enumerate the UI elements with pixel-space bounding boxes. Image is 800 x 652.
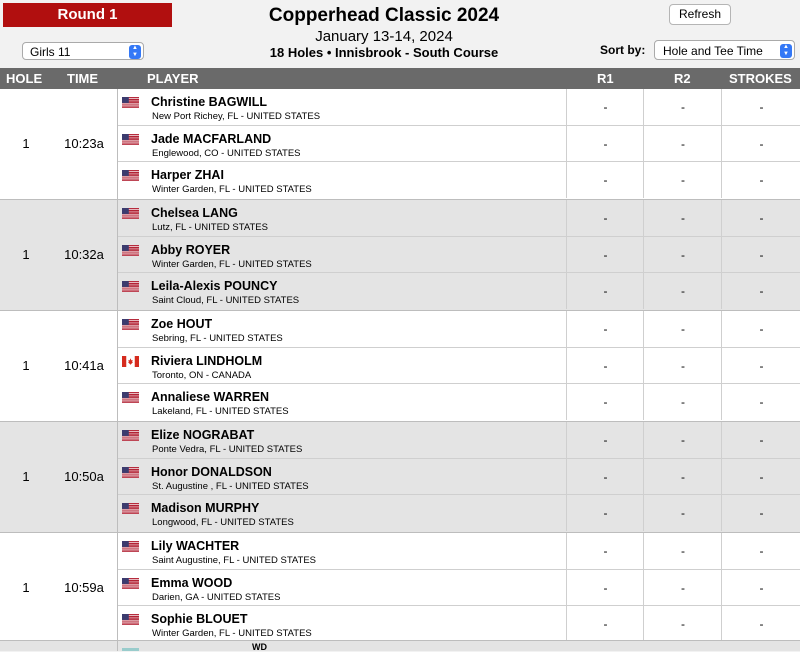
event-course: 18 Holes • Innisbrook - South Course (269, 45, 499, 60)
score-strokes: - (721, 495, 800, 531)
column-header-r2[interactable]: R2 (674, 71, 691, 86)
partial-player-text: WD (252, 642, 267, 652)
score-r2: - (643, 126, 722, 162)
us-flag-icon (122, 95, 139, 106)
player-name[interactable]: Emma WOOD (151, 575, 233, 590)
player-location: Englewood, CO - UNITED STATES (152, 147, 301, 159)
canada-flag-icon (122, 354, 139, 365)
player-name[interactable]: Elize NOGRABAT (151, 428, 255, 442)
us-flag-icon (122, 428, 139, 439)
score-strokes: - (721, 273, 800, 309)
score-r2: - (643, 162, 722, 198)
score-r1: - (566, 89, 644, 125)
player-name[interactable]: Leila-Alexis POUNCY (151, 279, 278, 294)
us-flag-icon (122, 612, 139, 623)
score-strokes: - (721, 162, 800, 198)
player-location: Lakeland, FL - UNITED STATES (152, 406, 289, 418)
score-strokes: - (721, 384, 800, 420)
score-strokes: - (721, 311, 800, 347)
player-name[interactable]: Zoe HOUT (151, 317, 213, 331)
round-badge[interactable]: Round 1 (3, 3, 172, 27)
player-location: New Port Richey, FL - UNITED STATES (152, 111, 321, 122)
player-location: Saint Cloud, FL - UNITED STATES (152, 295, 300, 307)
score-r1: - (566, 606, 644, 642)
score-r1: - (566, 533, 644, 569)
us-flag-icon (122, 206, 139, 217)
us-flag-icon (122, 501, 139, 512)
us-flag-icon (122, 576, 139, 587)
score-r2: - (643, 348, 722, 384)
player-name[interactable]: Jade MACFARLAND (151, 131, 272, 146)
player-name[interactable]: Lily WACHTER (151, 539, 240, 553)
player-location: St. Augustine , FL - UNITED STATES (152, 480, 309, 492)
event-dates: January 13-14, 2024 (315, 28, 453, 45)
us-flag-icon (122, 132, 139, 143)
score-r2: - (643, 459, 722, 495)
score-r2: - (643, 495, 722, 531)
score-r1: - (566, 348, 644, 384)
us-flag-icon (122, 390, 139, 401)
player-row[interactable] (118, 422, 800, 459)
player-row[interactable] (118, 533, 800, 570)
score-r1: - (566, 126, 644, 162)
sort-select[interactable] (654, 40, 795, 60)
player-location: Toronto, ON - CANADA (152, 369, 252, 381)
player-name[interactable]: Chelsea LANG (151, 206, 238, 220)
event-title: Copperhead Classic 2024 (268, 5, 500, 26)
score-r2: - (643, 606, 722, 642)
hole-cell: 1 (22, 580, 30, 595)
player-name[interactable]: Honor DONALDSON (151, 464, 272, 479)
score-r1: - (566, 384, 644, 420)
score-r1: - (566, 200, 644, 236)
us-flag-icon (122, 317, 139, 328)
score-r2: - (643, 422, 722, 458)
tee-group (0, 311, 800, 422)
score-r2: - (643, 237, 722, 273)
page-header (0, 0, 800, 68)
player-row[interactable] (118, 237, 800, 274)
column-header-strokes[interactable]: STROKES (729, 71, 792, 86)
column-header-hole[interactable]: HOLE (6, 71, 43, 86)
column-header-player[interactable]: PLAYER (147, 71, 199, 86)
score-r1: - (566, 311, 644, 347)
player-name[interactable]: Abby ROYER (151, 242, 231, 257)
player-row[interactable] (118, 606, 800, 643)
player-name[interactable]: Christine BAGWILL (151, 95, 267, 109)
select-arrows-icon: ▲ ▼ (780, 44, 792, 58)
score-strokes: - (721, 126, 800, 162)
player-name[interactable]: Harper ZHAI (151, 168, 224, 183)
score-r1: - (566, 422, 644, 458)
player-location: Winter Garden, FL - UNITED STATES (152, 258, 312, 270)
player-row[interactable] (118, 348, 800, 385)
tee-time-cell: 10:59a (64, 580, 104, 595)
score-r2: - (643, 311, 722, 347)
us-flag-icon (122, 243, 139, 254)
sort-select-value: Hole and Tee Time (663, 44, 763, 58)
division-select[interactable] (22, 42, 144, 60)
score-strokes: - (721, 606, 800, 642)
tee-group (0, 422, 800, 533)
player-row[interactable] (118, 200, 800, 237)
score-strokes: - (721, 348, 800, 384)
column-header-bar (0, 68, 800, 89)
score-r1: - (566, 162, 644, 198)
hole-cell: 1 (22, 469, 30, 484)
player-row[interactable] (118, 311, 800, 348)
hole-cell: 1 (22, 358, 30, 373)
score-strokes: - (721, 237, 800, 273)
score-strokes: - (721, 422, 800, 458)
score-r2: - (643, 570, 722, 606)
player-row[interactable] (118, 162, 800, 199)
tee-time-cell: 10:23a (64, 136, 104, 151)
player-location: Saint Augustine, FL - UNITED STATES (152, 555, 317, 566)
player-location: Sebring, FL - UNITED STATES (152, 333, 283, 344)
us-flag-icon (122, 539, 139, 550)
player-row[interactable] (118, 570, 800, 607)
score-r2: - (643, 89, 722, 125)
player-name[interactable]: Madison MURPHY (151, 501, 260, 516)
score-r1: - (566, 459, 644, 495)
player-location: Lutz, FL - UNITED STATES (152, 222, 268, 233)
us-flag-icon (122, 465, 139, 476)
player-name[interactable]: Riviera LINDHOLM (151, 353, 263, 368)
score-strokes: - (721, 459, 800, 495)
tee-group (0, 200, 800, 311)
hole-cell: 1 (22, 247, 30, 262)
sort-label: Sort by: (600, 43, 646, 57)
score-r2: - (643, 200, 722, 236)
score-r1: - (566, 273, 644, 309)
player-row[interactable] (118, 495, 800, 532)
player-row[interactable] (118, 126, 800, 163)
score-r2: - (643, 533, 722, 569)
column-header-r1[interactable]: R1 (597, 71, 614, 86)
tee-time-cell: 10:32a (64, 247, 104, 262)
partial-next-group (0, 640, 800, 651)
select-arrows-icon: ▲ ▼ (129, 45, 141, 59)
player-row[interactable] (118, 384, 800, 421)
player-name[interactable]: Sophie BLOUET (151, 612, 248, 627)
player-row[interactable] (118, 273, 800, 310)
player-name[interactable]: Annaliese WARREN (151, 390, 270, 405)
us-flag-icon (122, 279, 139, 290)
score-r1: - (566, 570, 644, 606)
score-strokes: - (721, 570, 800, 606)
player-location: Longwood, FL - UNITED STATES (152, 517, 294, 529)
tee-group (0, 533, 800, 644)
score-strokes: - (721, 200, 800, 236)
tee-time-cell: 10:50a (64, 469, 104, 484)
score-strokes: - (721, 89, 800, 125)
player-row[interactable] (118, 89, 800, 126)
score-r2: - (643, 273, 722, 309)
score-r1: - (566, 495, 644, 531)
player-location: Ponte Vedra, FL - UNITED STATES (152, 444, 303, 455)
tee-time-cell: 10:41a (64, 358, 104, 373)
player-row[interactable] (118, 459, 800, 496)
score-r2: - (643, 384, 722, 420)
tee-time-table (0, 89, 800, 644)
division-select-value: Girls 11 (30, 45, 71, 59)
player-location: Winter Garden, FL - UNITED STATES (152, 184, 312, 196)
score-strokes: - (721, 533, 800, 569)
hole-cell: 1 (22, 136, 30, 151)
player-location: Winter Garden, FL - UNITED STATES (152, 628, 312, 640)
refresh-button[interactable]: Refresh (669, 4, 731, 25)
score-r1: - (566, 237, 644, 273)
tee-group (0, 89, 800, 200)
player-location: Darien, GA - UNITED STATES (152, 591, 281, 603)
column-header-time[interactable]: TIME (67, 71, 99, 86)
us-flag-icon (122, 168, 139, 179)
